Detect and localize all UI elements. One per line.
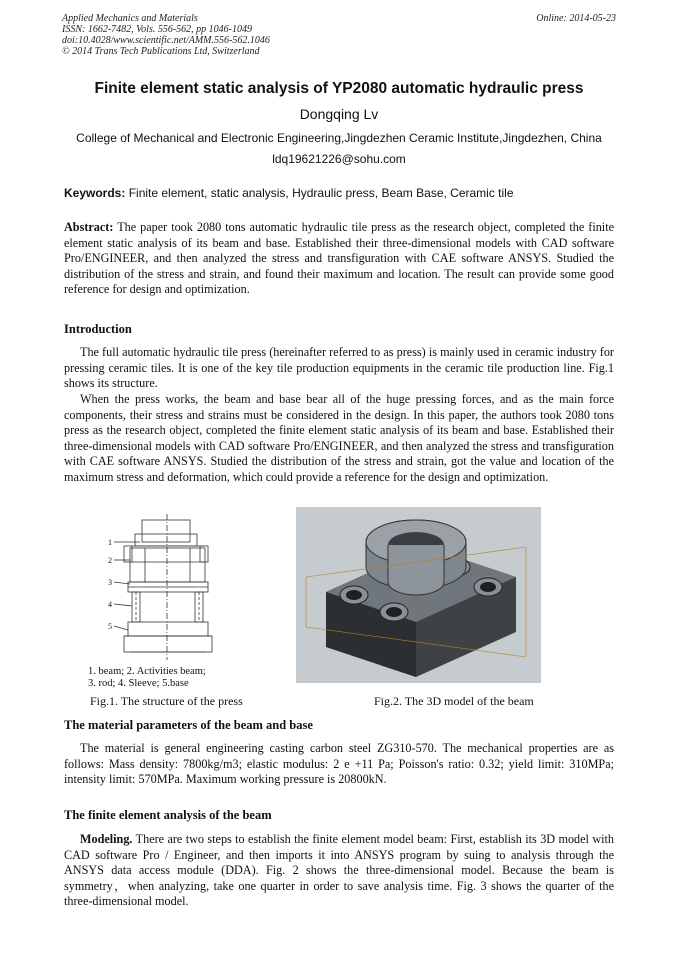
journal-doi: doi:10.4028/www.scientific.net/AMM.556-562.1046: [62, 35, 270, 46]
press-figure-legend: [88, 666, 206, 690]
journal-issn: ISSN: 1662-7482, Vols. 556-562, pp 1046-1049: [62, 24, 252, 35]
keywords-label: Keywords:: [64, 186, 126, 200]
keywords-text: Finite element, static analysis, Hydraulic press, Beam Base, Ceramic tile: [125, 186, 514, 200]
modeling-label: Modeling.: [80, 832, 133, 846]
material-heading: The material parameters of the beam and base: [64, 718, 313, 732]
press-label-3: 3: [108, 578, 112, 587]
fea-heading: The finite element analysis of the beam: [64, 808, 272, 822]
press-label-4: 4: [108, 600, 112, 609]
press-legend-line-1: 1. beam; 2. Activities beam;: [88, 666, 206, 677]
journal-header: [62, 13, 270, 57]
journal-copyright: © 2014 Trans Tech Publications Ltd, Switzerland: [62, 46, 260, 57]
author-email: ldq19621226@sohu.com: [272, 152, 406, 166]
press-structure-figure: [100, 512, 250, 667]
press-label-1: 1: [108, 538, 112, 547]
paper-title: Finite element static analysis of YP2080 automatic hydraulic press: [94, 80, 584, 97]
figure-2-caption: Fig.2. The 3D model of the beam: [374, 694, 534, 708]
material-paragraph: The material is general engineering casting carbon steel ZG310-570. The mechanical properties are as follows: Mass density: 7800kg/m3; elastic modulus: 2 e +11 Pa; Poisson's ratio: 0.32; yield limit: 310MPa; intensity limit: 570MPa. Maximum working pressure is 20800kN.: [64, 741, 614, 787]
fea-paragraph: [64, 832, 614, 910]
introduction-heading: Introduction: [64, 322, 132, 336]
fea-text: There are two steps to establish the finite element model beam: First, establish its 3D model with CAD software Pro / Engineer, and then imports it into ANSYS program by suing to analysis through the ANSYS data access module (DDA). Fig. 2 shows the three-dimensional model. Because the beam is symmetry，when analyzing, take one quarter in order to save analysis time. Fig. 3 shows the quarter of the three-dimensional model.: [64, 832, 614, 909]
figure-1-caption: Fig.1. The structure of the press: [90, 694, 243, 708]
abstract-text: The paper took 2080 tons automatic hydraulic tile press as the research object, completed the finite element static analysis of its beam and base. Established their three-dimensional models with CAD software Pro/ENGINEER, and then analyzed the stress and transfiguration with CAE software ANSYS. Studied the distribution of the stress and strain, and found their maximum and location. The result can provide some good reference for design and optimization.: [64, 220, 614, 297]
author-name: Dongqing Lv: [299, 106, 379, 122]
keywords: [64, 186, 514, 200]
introduction-paragraph-1: The full automatic hydraulic tile press (hereinafter referred to as press) is mainly used in ceramic industry for pressing ceramic tiles. It is one of the key tile production equipments in the ceramic tile production line. Fig.1 shows its structure.: [64, 345, 614, 391]
press-label-5: 5: [108, 622, 112, 631]
abstract-label: Abstract:: [64, 220, 114, 234]
press-label-2: 2: [108, 556, 112, 565]
author-affiliation: College of Mechanical and Electronic Engineering,Jingdezhen Ceramic Institute,Jingdezhen, China: [76, 131, 602, 145]
press-legend-line-2: 3. rod; 4. Sleeve; 5.base: [88, 678, 189, 689]
introduction-paragraph-2: When the press works, the beam and base bear all of the huge pressing forces, and as the main force components, their stress and strains must be considered in the design. In this paper, the authors took 2080 tons press as the research object, completed the finite element static analysis of its beam and base. Established their three-dimensional models with CAD software Pro/ENGINEER, and then analyzed the stress and transfiguration with CAE software ANSYS. Studied the distribution of the stress and strain, got the value and location of the maximum stress and deformation, which could provide a reference for the design and optimization.: [64, 392, 614, 484]
beam-3d-model-figure: [296, 507, 541, 683]
abstract: [64, 220, 614, 298]
online-date: Online: 2014-05-23: [536, 13, 616, 24]
journal-name: Applied Mechanics and Materials: [62, 13, 198, 24]
